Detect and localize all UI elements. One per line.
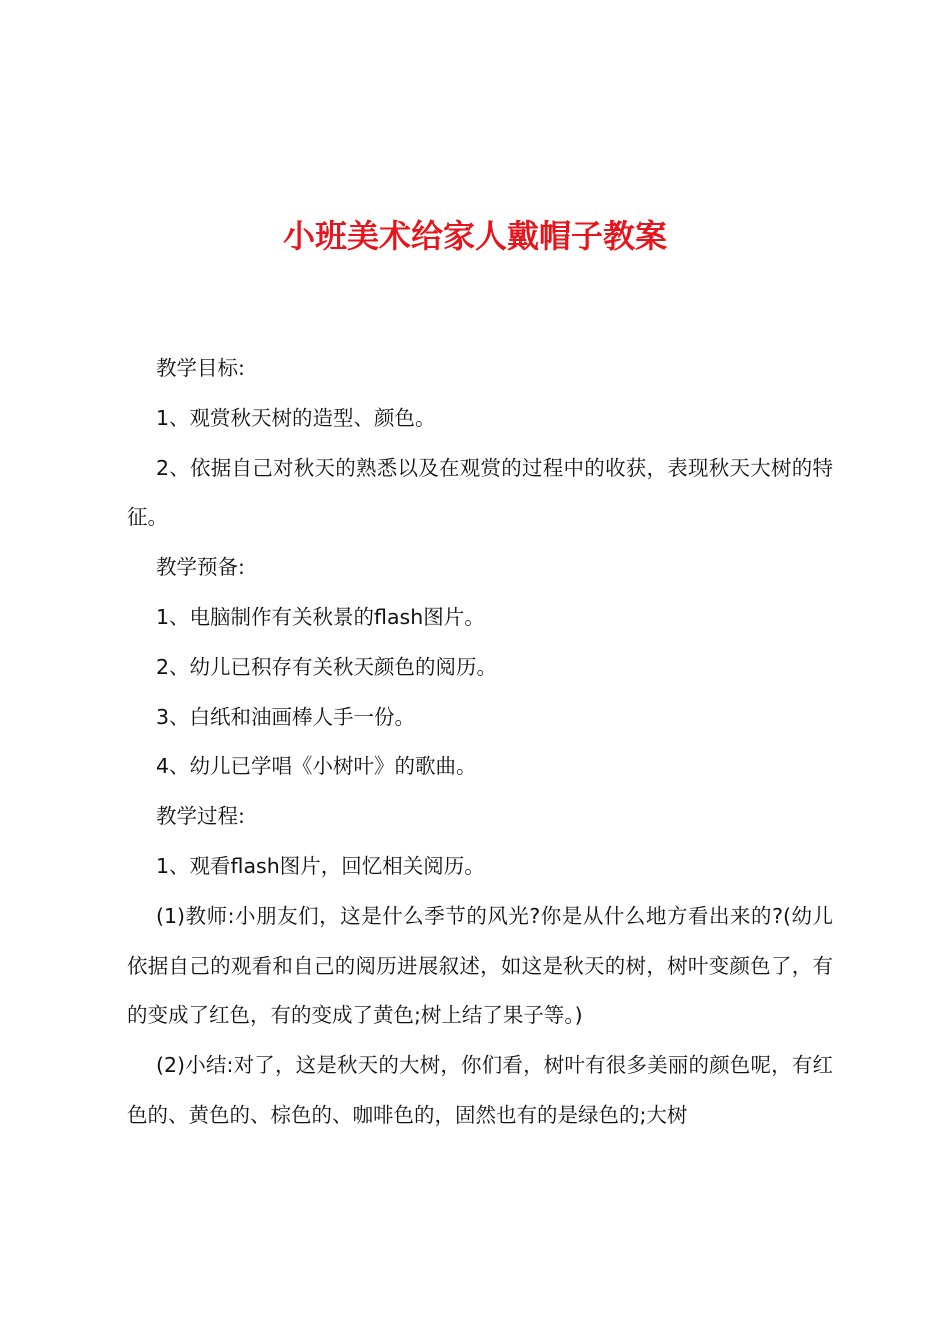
paragraph: (1)教师:小朋友们，这是什么季节的风光?你是从什么地方看出来的?(幼儿依据自己的观看和自己的阅历进展叙述，如这是秋天的树，树叶变颜色了，有的变成了红色，有的变成了黄色;树上结了果子等。): [127, 903, 833, 1028]
paragraph: 1、电脑制作有关秋景的flash图片。: [156, 604, 485, 629]
paragraph: 1、观看flash图片，回忆相关阅历。: [156, 853, 485, 878]
paragraph: 2、依据自己对秋天的熟悉以及在观赏的过程中的收获，表现秋天大树的特征。: [127, 455, 833, 530]
section-heading-preparation: 教学预备:: [156, 555, 245, 580]
section-heading-objectives: 教学目标:: [156, 356, 245, 380]
paragraph: 1、观赏秋天树的造型、颜色。: [156, 405, 436, 430]
document-body: [127, 344, 833, 1141]
paragraph: 4、幼儿已学唱《小树叶》的歌曲。: [156, 754, 477, 779]
section-heading-process: 教学过程:: [156, 804, 245, 829]
paragraph: 3、白纸和油画棒人手一份。: [156, 704, 416, 729]
paragraph: 2、幼儿已积存有关秋天颜色的阅历。: [156, 654, 498, 679]
document-title: 小班美术给家人戴帽子教案: [282, 217, 667, 255]
paragraph: (2)小结:对了，这是秋天的大树，你们看，树叶有很多美丽的颜色呢，有红色的、黄色的、棕色的、咖啡色的，固然也有的是绿色的;大树: [127, 1053, 833, 1127]
